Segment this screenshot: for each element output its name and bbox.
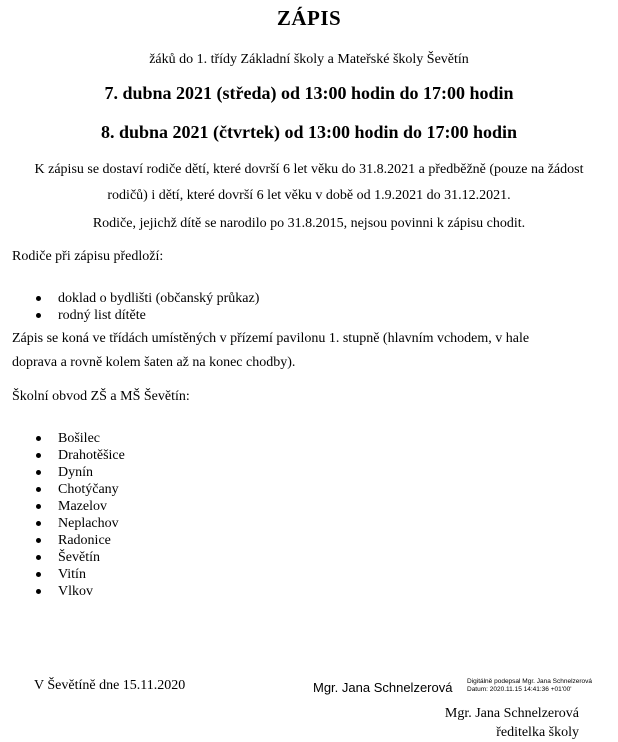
location-line-1: Zápis se koná ve třídách umístěných v přízemí pavilonu 1. stupně (hlavním vchodem, v hale xyxy=(12,331,530,346)
documents-heading: Rodiče při zápisu předloží: xyxy=(12,249,164,264)
date-line-2: 8. dubna 2021 (čtvrtek) od 13:00 hodin do 17:00 hodin xyxy=(100,122,518,142)
signer-name: Mgr. Jana Schnelzerová xyxy=(444,706,579,721)
page-title: ZÁPIS xyxy=(276,6,342,30)
list-item xyxy=(0,515,125,532)
list-item xyxy=(0,307,259,324)
intro-paragraph: K zápisu se dostaví rodiče dětí, které dovrší 6 let věku do 31.8.2021 a předběžně (pouze na žádost rodičů) i dětí, které dovrší 6 let věku v době od 1.9.2021 do 31.12.2021. xyxy=(34,162,584,203)
digital-signature-details xyxy=(467,678,592,694)
bullet-icon xyxy=(36,589,41,594)
list-item xyxy=(0,290,259,307)
list-item-label: Radonice xyxy=(58,533,111,548)
list-item xyxy=(0,498,125,515)
date-line-1: 7. dubna 2021 (středa) od 13:00 hodin do 17:00 hodin xyxy=(104,83,514,103)
bullet-icon xyxy=(36,487,41,492)
signer-block xyxy=(436,704,579,742)
list-item xyxy=(0,430,125,447)
list-item-label: Ševětín xyxy=(58,550,100,565)
digital-signature-name: Mgr. Jana Schnelzerová xyxy=(313,680,453,695)
bullet-icon xyxy=(36,538,41,543)
bullet-icon xyxy=(36,470,41,475)
page-subtitle: žáků do 1. třídy Základní školy a Mateřské školy Ševětín xyxy=(149,52,469,67)
list-item-label: doklad o bydlišti (občanský průkaz) xyxy=(58,291,260,306)
list-item xyxy=(0,549,125,566)
list-item-label: Dynín xyxy=(58,465,93,480)
list-item xyxy=(0,583,125,600)
list-item xyxy=(0,481,125,498)
district-heading: Školní obvod ZŠ a MŠ Ševětín: xyxy=(12,389,190,404)
bullet-icon xyxy=(36,296,41,301)
list-item-label: Vitín xyxy=(58,567,86,582)
signer-role: ředitelka školy xyxy=(496,725,579,740)
signature-meta-line: Digitálně podepsal Mgr. Jana Schnelzerová xyxy=(467,678,593,685)
list-item-label: Mazelov xyxy=(58,499,107,514)
district-list xyxy=(0,430,125,600)
bullet-icon xyxy=(36,521,41,526)
list-item-label: Bošilec xyxy=(58,431,100,446)
location-line-2: doprava a rovně kolem šaten až na konec chodby). xyxy=(12,355,296,370)
list-item-label: Vlkov xyxy=(58,584,93,599)
list-item xyxy=(0,447,125,464)
list-item xyxy=(0,464,125,481)
place-and-date: V Ševětíně dne 15.11.2020 xyxy=(34,678,186,693)
bullet-icon xyxy=(36,504,41,509)
bullet-icon xyxy=(36,572,41,577)
list-item-label: rodný list dítěte xyxy=(58,308,146,323)
bullet-icon xyxy=(36,453,41,458)
documents-list xyxy=(0,290,259,324)
bullet-icon xyxy=(36,313,41,318)
list-item xyxy=(0,566,125,583)
list-item-label: Drahotěšice xyxy=(58,448,125,463)
signature-meta-line: Datum: 2020.11.15 14:41:36 +01'00' xyxy=(467,686,572,693)
list-item-label: Chotýčany xyxy=(58,482,119,497)
bullet-icon xyxy=(36,555,41,560)
note-paragraph: Rodiče, jejichž dítě se narodilo po 31.8.2015, nejsou povinni k zápisu chodit. xyxy=(92,216,526,231)
bullet-icon xyxy=(36,436,41,441)
list-item xyxy=(0,532,125,549)
list-item-label: Neplachov xyxy=(58,516,119,531)
